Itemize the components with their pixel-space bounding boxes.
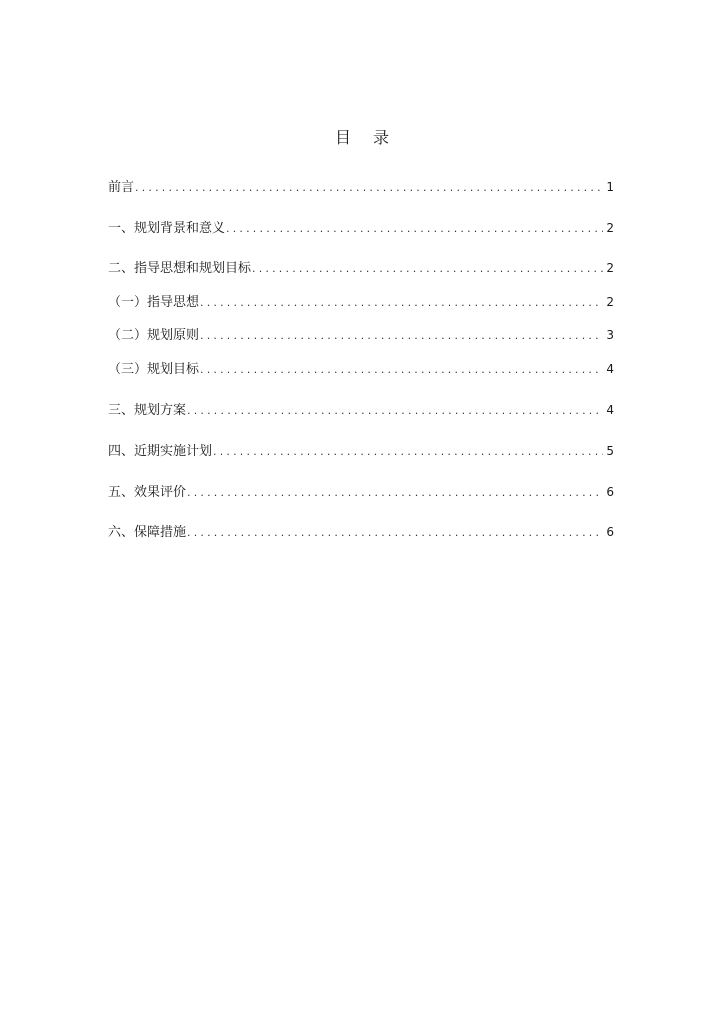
toc-leader-dots xyxy=(252,260,603,278)
toc-entry-label: 一、规划背景和意义 xyxy=(108,221,226,236)
toc-entry-section-2-1[interactable] xyxy=(108,293,614,311)
toc-entry-label: （三）规划目标 xyxy=(108,362,200,377)
toc-entry-section-6[interactable] xyxy=(108,523,614,541)
toc-page-number: 2 xyxy=(606,261,614,275)
toc-page-number: 3 xyxy=(606,328,614,342)
toc-page-number: 2 xyxy=(606,295,614,309)
toc-page-number: 6 xyxy=(606,485,614,499)
toc-entry-section-2[interactable] xyxy=(108,259,614,277)
toc-leader-dots xyxy=(226,220,603,238)
toc-entry-section-4[interactable] xyxy=(108,442,614,460)
toc-leader-dots xyxy=(200,294,603,312)
toc-entry-label: （二）规划原则 xyxy=(108,328,200,343)
toc-entry-label: 三、规划方案 xyxy=(108,403,187,418)
toc-leader-dots xyxy=(187,524,603,542)
toc-page-number: 5 xyxy=(606,444,614,458)
toc-entry-preface[interactable] xyxy=(108,178,614,196)
toc-page-number: 2 xyxy=(606,221,614,235)
toc-entry-section-5[interactable] xyxy=(108,483,614,501)
toc-leader-dots xyxy=(187,402,603,420)
toc-page-number: 4 xyxy=(606,362,614,376)
toc-entry-label: 二、指导思想和规划目标 xyxy=(108,261,252,276)
toc-entry-label: 五、效果评价 xyxy=(108,485,187,500)
toc-title-char-2: 录 xyxy=(373,128,390,147)
toc-leader-dots xyxy=(200,361,603,379)
toc-leader-dots xyxy=(187,484,603,502)
toc-leader-dots xyxy=(200,327,603,345)
toc-entry-section-2-2[interactable] xyxy=(108,326,614,344)
toc-entry-label: 四、近期实施计划 xyxy=(108,444,213,459)
toc-leader-dots xyxy=(213,443,603,461)
toc-entry-label: （一）指导思想 xyxy=(108,295,200,310)
toc-title xyxy=(0,125,724,148)
toc-entry-label: 前言 xyxy=(108,180,135,195)
toc-page-number: 6 xyxy=(606,525,614,539)
toc-entry-section-3[interactable] xyxy=(108,401,614,419)
toc-entry-label: 六、保障措施 xyxy=(108,525,187,540)
toc-page-number: 1 xyxy=(606,180,614,194)
toc-entry-section-1[interactable] xyxy=(108,219,614,237)
toc-leader-dots xyxy=(135,179,603,197)
toc-page-number: 4 xyxy=(606,403,614,417)
toc-entry-section-2-3[interactable] xyxy=(108,360,614,378)
toc-title-char-1: 目 xyxy=(334,128,351,147)
